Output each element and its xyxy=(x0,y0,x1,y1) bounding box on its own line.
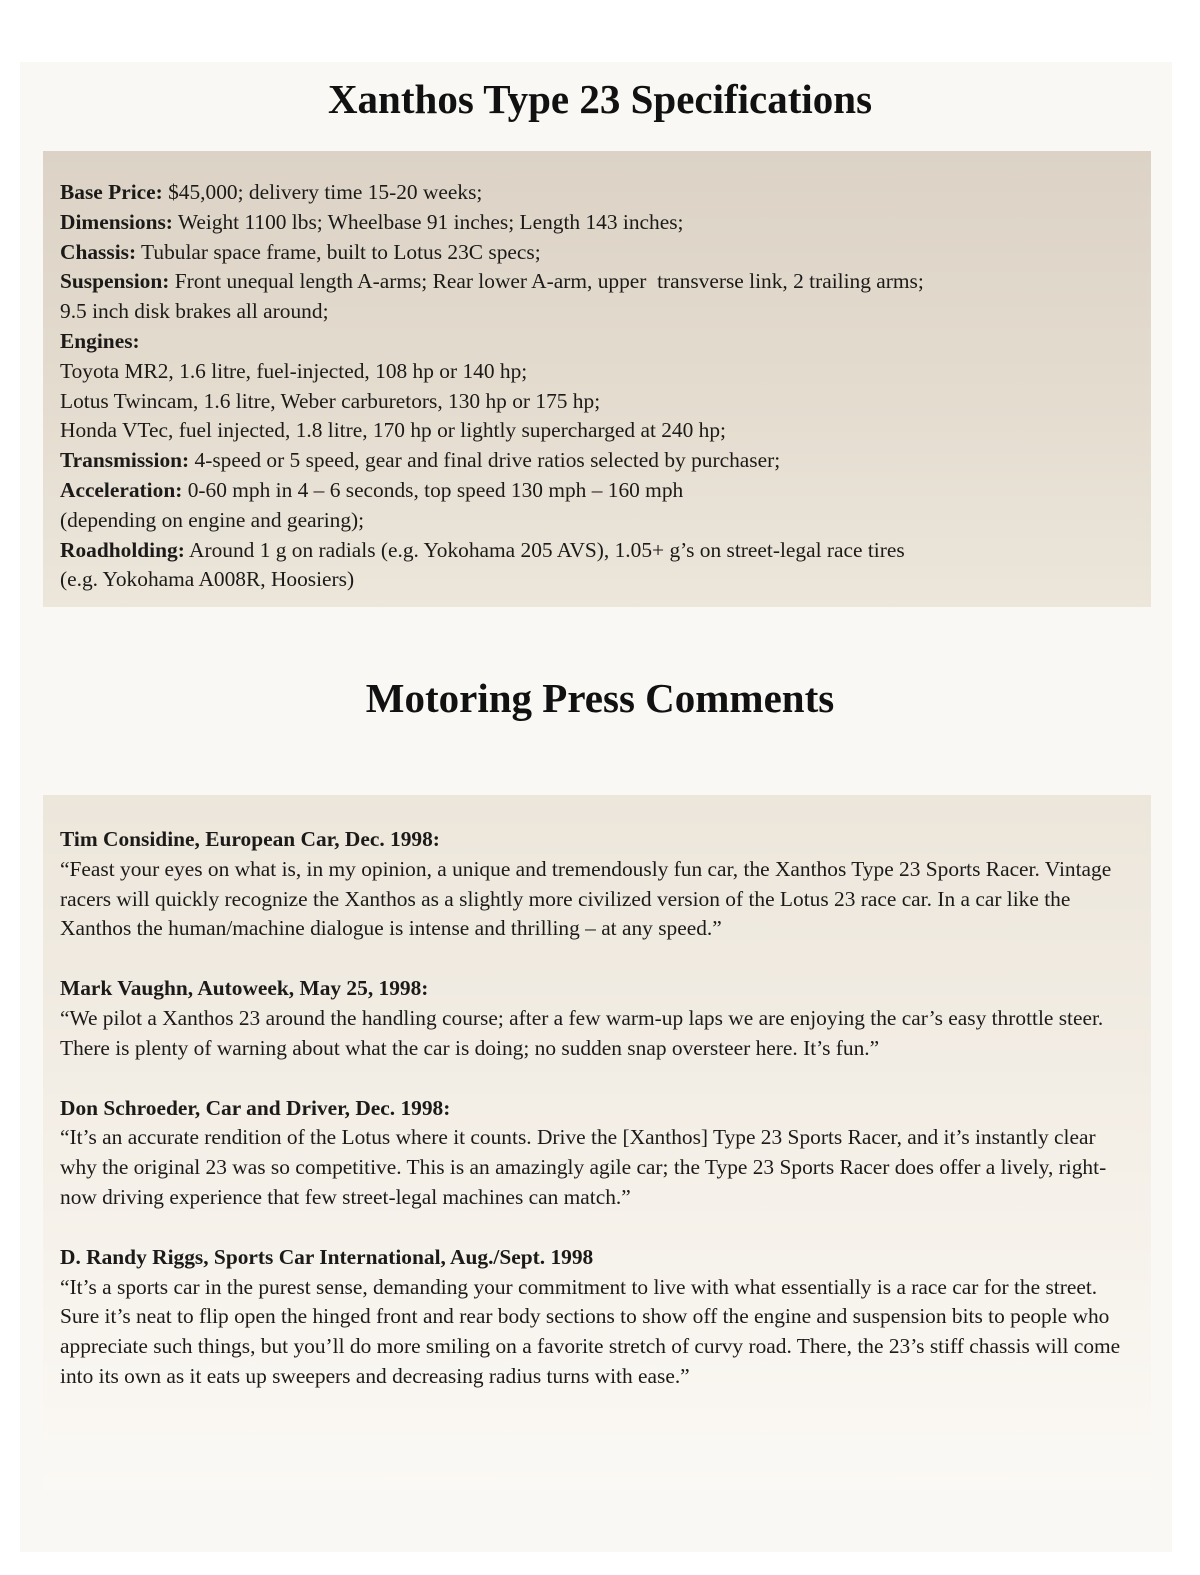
quote-text: “It’s an accurate rendition of the Lotus where it counts. Drive the [Xanthos] Type 23 Sports Racer, and it’s instantly clear why the original 23 was so competitive. This is an amazingly agile car; the Type 23 Sports Racer does offer a lively, right-now driving experience that few street-legal machines can match.” xyxy=(60,1125,1107,1209)
spec-label: Chassis: xyxy=(60,239,137,264)
quote-text: “It’s a sports car in the purest sense, demanding your commitment to live with what essentially is a race car for the street. Sure it’s neat to flip open the hinged front and rear body sections to show off the engine and suspension bits to people who appreciate such things, but you’ll do more smiling on a favorite stretch of curvy road. There, the 23’s stiff chassis will come into its own as it eats up sweepers and decreasing radius turns with ease.” xyxy=(60,1274,1121,1388)
quote-source: Tim Considine, European Car, Dec. 1998: xyxy=(60,827,440,851)
quote-source: D. Randy Riggs, Sports Car International, Aug./Sept. 1998 xyxy=(60,1244,594,1269)
quote-text: “Feast your eyes on what is, in my opinion, a unique and tremendously fun car, the Xanthos Type 23 Sports Racer. Vintage racers will quickly recognize the Xanthos as a slightly more civilized version of the Lotus 23 race car. In a car like the Xanthos the human/machine dialogue is intense and thrilling – at any speed.” xyxy=(60,856,1112,941)
spec-suspension xyxy=(60,267,1137,297)
spec-roadholding-continued: (e.g. Yokohama A008R, Hoosiers) xyxy=(60,567,355,592)
quote-source: Don Schroeder, Car and Driver, Dec. 1998: xyxy=(60,1095,451,1120)
spec-engine-toyota: Toyota MR2, 1.6 litre, fuel-injected, 108 hp or 140 hp; xyxy=(60,358,528,383)
spec-chassis xyxy=(60,238,1137,268)
press-comments-title: Motoring Press Comments xyxy=(365,675,835,721)
spec-dimensions xyxy=(60,208,1137,238)
spec-value: $45,000; delivery time 15-20 weeks; xyxy=(162,180,483,204)
spec-value: 4-speed or 5 speed, gear and final drive ratios selected by purchaser; xyxy=(189,448,781,473)
spec-label: Dimensions: xyxy=(60,209,173,234)
spec-label: Transmission: xyxy=(60,448,190,473)
spec-value: Tubular space frame, built to Lotus 23C specs; xyxy=(136,239,541,264)
spec-label: Roadholding: xyxy=(60,537,185,562)
press-comments-panel xyxy=(43,795,1151,1490)
quote-text: “We pilot a Xanthos 23 around the handling course; after a few warm-up laps we are enjoying the car’s easy throttle steer. There is plenty of warning about what the car is doing; no sudden snap oversteer here. It’s fun.” xyxy=(60,1005,1104,1060)
spec-acceleration xyxy=(60,476,1137,506)
spec-label: Suspension: xyxy=(60,269,170,294)
spec-acceleration-continued: (depending on engine and gearing); xyxy=(60,507,365,532)
spec-base-price xyxy=(60,178,1137,208)
spec-value: Front unequal length A-arms; Rear lower A-arm, upper transverse link, 2 trailing arms; xyxy=(169,269,924,294)
spec-transmission xyxy=(60,446,1137,476)
press-quote xyxy=(60,974,1137,1063)
spec-engine-honda: Honda VTec, fuel injected, 1.8 litre, 170 hp or lightly supercharged at 240 hp; xyxy=(60,418,727,443)
specifications-panel xyxy=(43,151,1151,607)
spec-label: Acceleration: xyxy=(60,477,183,502)
spec-engine-lotus: Lotus Twincam, 1.6 litre, Weber carburetors, 130 hp or 175 hp; xyxy=(60,388,601,413)
spec-value: Around 1 g on radials (e.g. Yokohama 205 AVS), 1.05+ g’s on street-legal race tires xyxy=(184,537,905,562)
quote-source: Mark Vaughn, Autoweek, May 25, 1998: xyxy=(60,976,429,1001)
spec-value: Weight 1100 lbs; Wheelbase 91 inches; Length 143 inches; xyxy=(172,209,684,234)
spec-value: 0-60 mph in 4 – 6 seconds, top speed 130 mph – 160 mph xyxy=(182,477,684,502)
spec-suspension-continued: 9.5 inch disk brakes all around; xyxy=(60,299,329,324)
press-quote xyxy=(60,1094,1137,1213)
press-quote xyxy=(60,1243,1137,1392)
spec-roadholding xyxy=(60,536,1137,566)
spec-label: Base Price: xyxy=(60,180,163,204)
spec-engines-label: Engines: xyxy=(60,328,140,353)
press-quote xyxy=(60,825,1137,944)
specifications-title: Xanthos Type 23 Specifications xyxy=(327,76,873,122)
